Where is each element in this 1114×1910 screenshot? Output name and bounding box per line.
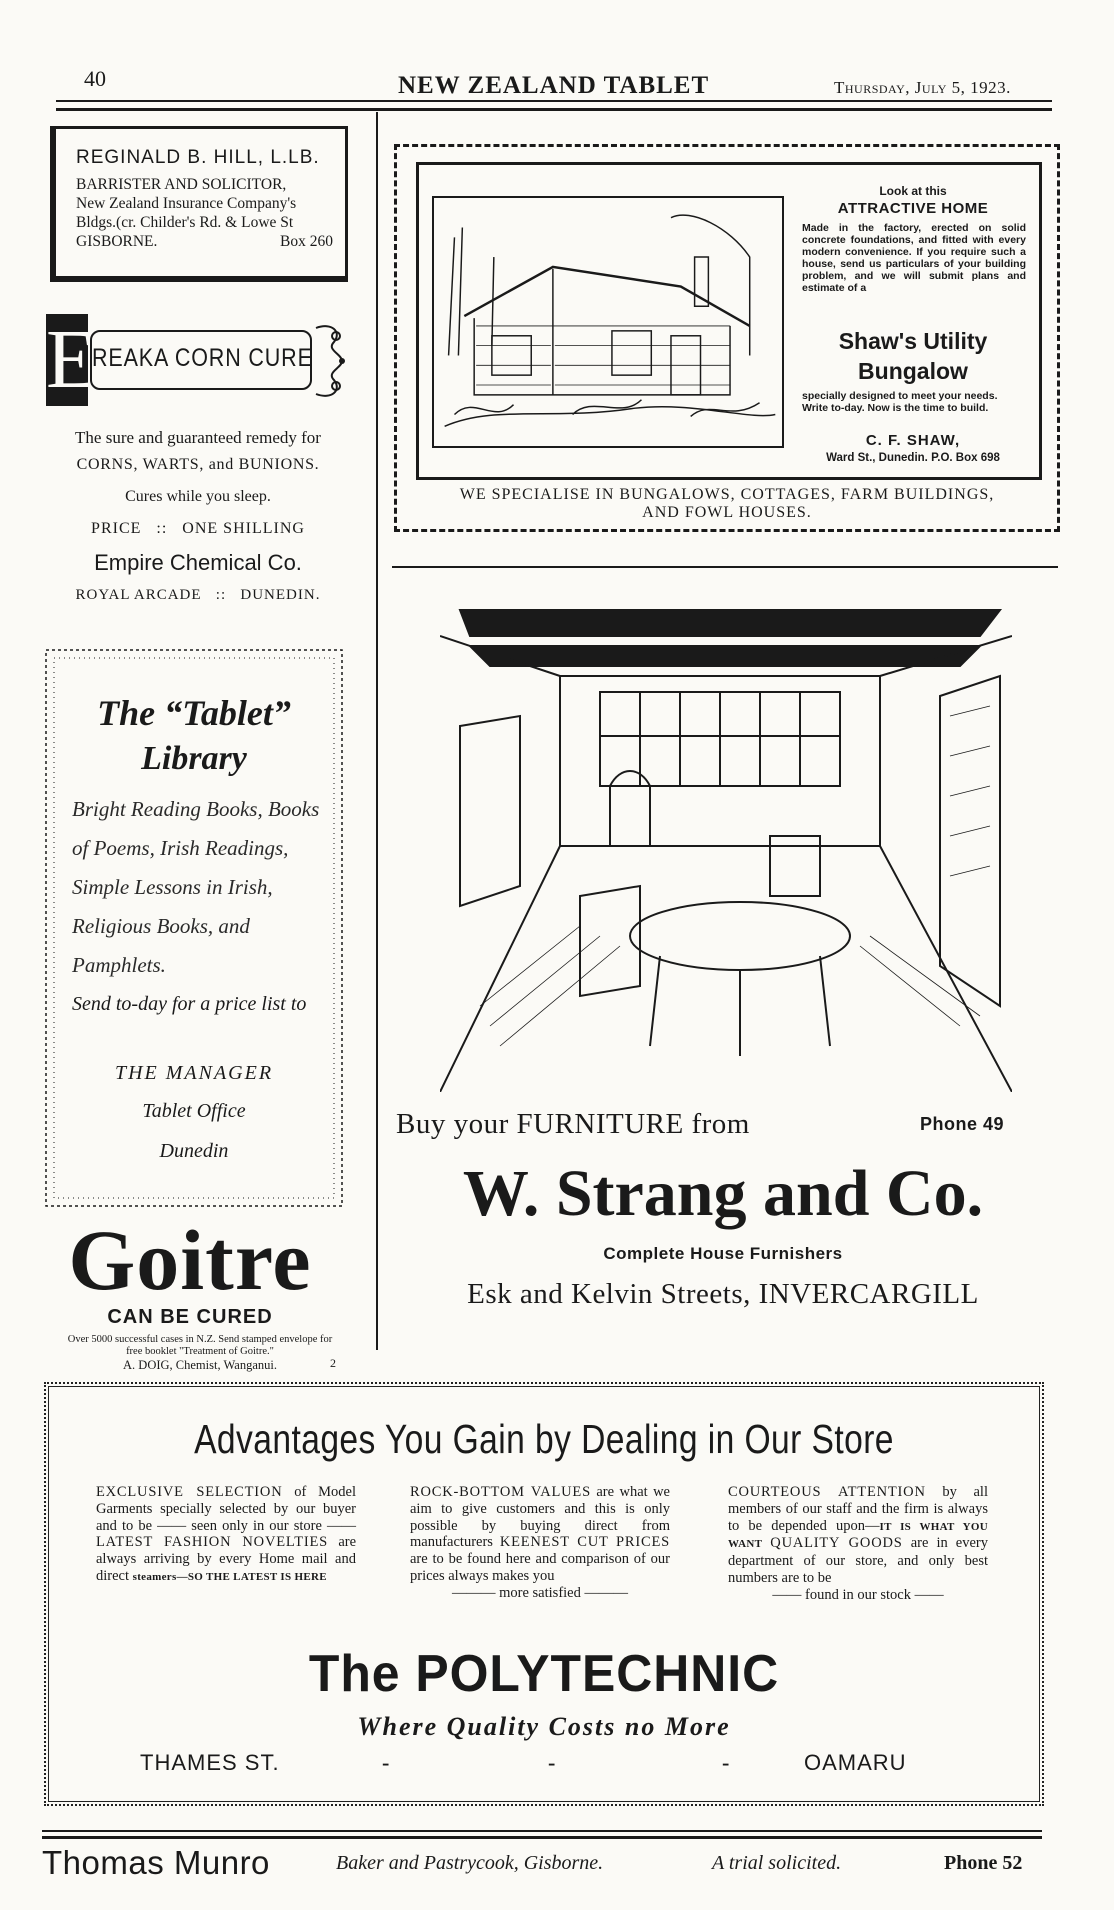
shaw-product-line2: Bungalow <box>858 358 968 384</box>
library-title-line1: The “Tablet” <box>97 693 291 733</box>
munro-name: Thomas Munro <box>42 1844 270 1881</box>
poly-c1-text3: steamers—SO THE LATEST IS HERE <box>132 1570 327 1583</box>
ereaka-address: ROYAL ARCADE :: DUNEDIN. <box>75 587 321 603</box>
polytechnic-column-2 <box>410 1484 670 1602</box>
polytechnic-dash-3: - <box>722 1750 730 1775</box>
munro-trade: Baker and Pastrycook, Gisborne. <box>336 1852 604 1874</box>
shaw-specialise-line2: AND FOWL HOUSES. <box>642 504 812 521</box>
scroll-ornament-icon <box>312 318 348 404</box>
polytechnic-headline: Advantages You Gain by Dealing in Our Store <box>194 1416 894 1462</box>
hill-line3: Bldgs.(cr. Childer's Rd. & Lowe St <box>76 214 294 231</box>
newspaper-title: NEW ZEALAND TABLET <box>398 72 710 99</box>
shaw-attractive-home: ATTRACTIVE HOME <box>837 200 989 217</box>
poly-c3-heading: COURTEOUS ATTENTION <box>728 1484 926 1500</box>
poly-c2-text: are what we aim to give customers and this is only possible by buying direct from manufacturers <box>410 1484 670 1551</box>
munro-phone: Phone 52 <box>944 1852 1023 1874</box>
shaw-bottom-rule <box>392 566 1058 568</box>
library-title-line2: Library <box>141 740 247 777</box>
poly-c1-text2: are always arriving by every Home mail and direct <box>96 1534 357 1584</box>
hill-town: GISBORNE. <box>76 233 158 250</box>
poly-c1-heading2: LATEST FASHION NOVELTIES <box>96 1534 329 1551</box>
shaw-description: Made in the factory, erected on solid concrete foundations, and fitted with every modern convenience. If you require such a house, send us particulars of your building problem, and we will submit plans and estimate of a <box>802 222 1026 294</box>
issue-date: Thursday, July 5, 1923. <box>834 78 1011 97</box>
polytechnic-slogan: Where Quality Costs no More <box>357 1712 731 1741</box>
page-number: 40 <box>84 66 106 91</box>
poly-c2-heading: ROCK-BOTTOM VALUES <box>410 1484 591 1500</box>
poly-c3-text: by all members of our staff and the firm is always to be depended upon— <box>728 1484 988 1534</box>
ereaka-company: Empire Chemical Co. <box>94 550 302 575</box>
bungalow-illustration <box>432 196 784 448</box>
hill-town-row <box>76 232 337 251</box>
shaw-specialise-line1: WE SPECIALISE IN BUNGALOWS, COTTAGES, FARM BUILDINGS, <box>459 486 995 503</box>
polytechnic-dash-1: - <box>382 1750 390 1775</box>
shaw-specially: specially designed to meet your needs. Write to-day. Now is the time to build. <box>802 390 998 414</box>
poly-c1-text: of Model Garments specially selected by our buyer and to be —— seen only in our store —— <box>96 1484 357 1534</box>
ereaka-title: REAKA CORN CURE <box>92 344 313 372</box>
ereaka-line2: CORNS, WARTS, and BUNIONS. <box>76 456 320 473</box>
shaw-look: Look at this <box>879 184 947 198</box>
hill-line1: BARRISTER AND SOLICITOR, <box>76 176 287 193</box>
header-rule <box>56 100 1052 102</box>
polytechnic-column-3 <box>728 1484 988 1604</box>
shaw-builder: C. F. SHAW, <box>865 432 961 449</box>
strang-company-name: W. Strang and Co. <box>462 1157 984 1230</box>
library-office: Tablet Office <box>142 1100 246 1122</box>
ereaka-line3: Cures while you sleep. <box>125 488 271 505</box>
library-manager: THE MANAGER <box>114 1062 274 1084</box>
polytechnic-dash-2: - <box>548 1750 556 1775</box>
poly-c3-text2: are in every department of our store, and only best numbers are to be <box>728 1535 989 1586</box>
poly-c2-text3: ——— more satisfied ——— <box>452 1584 628 1601</box>
strang-phone: Phone 49 <box>920 1114 1005 1134</box>
library-city: Dunedin <box>159 1140 229 1162</box>
footer-rule-thick <box>42 1836 1042 1839</box>
goitre-title: Goitre <box>68 1212 312 1308</box>
ereaka-initial: E <box>46 313 98 406</box>
library-description: Bright Reading Books, Books of Poems, Irish Readings, Simple Lessons in Irish, Religious Books, and Pamphlets. <box>72 797 320 977</box>
goitre-subtitle: CAN BE CURED <box>107 1306 273 1328</box>
poly-c1-heading: EXCLUSIVE SELECTION <box>96 1484 283 1500</box>
ereaka-price: PRICE :: ONE SHILLING <box>91 520 305 537</box>
poly-c2-heading2: KEENEST CUT PRICES <box>499 1534 671 1551</box>
hill-box: Box 260 <box>280 233 333 250</box>
header-rule-thick <box>56 108 1052 111</box>
hill-line2: New Zealand Insurance Company's <box>76 195 297 212</box>
munro-trial: A trial solicited. <box>712 1852 842 1874</box>
goitre-small-print: Over 5000 successful cases in N.Z. Send stamped envelope for free booklet "Treatment of Goitre." <box>67 1334 333 1357</box>
poly-c3-emph: IT IS WHAT YOU WANT <box>728 1520 988 1551</box>
poly-c3-text3: —— found in our stock —— <box>772 1586 944 1603</box>
strang-buy-line: Buy your FURNITURE from <box>396 1108 750 1140</box>
goitre-chemist: A. DOIG, Chemist, Wanganui. <box>123 1358 277 1372</box>
footer-rule <box>42 1830 1042 1832</box>
polytechnic-column-1 <box>96 1484 356 1586</box>
ad-reginald-hill <box>50 126 348 282</box>
shaw-address: Ward St., Dunedin. P.O. Box 698 <box>826 452 1000 464</box>
library-send-note: Send to-day for a price list to <box>72 993 307 1015</box>
poly-c3-heading2: QUALITY GOODS <box>770 1535 903 1552</box>
column-divider <box>376 112 378 1350</box>
shaw-product-line1: Shaw's Utility <box>838 328 988 354</box>
polytechnic-town: OAMARU <box>804 1750 907 1775</box>
hill-name: REGINALD B. HILL, L.LB. <box>76 147 320 168</box>
ereaka-line1: The sure and guaranteed remedy for <box>75 428 321 447</box>
poly-c2-text2: are to be found here and comparison of our prices always makes you <box>410 1551 670 1584</box>
strang-address: Esk and Kelvin Streets, INVERCARGILL <box>467 1278 979 1310</box>
strang-tagline: Complete House Furnishers <box>603 1244 843 1263</box>
goitre-number: 2 <box>330 1356 336 1370</box>
polytechnic-street: THAMES ST. <box>140 1750 280 1775</box>
dining-room-illustration <box>440 606 1012 1092</box>
polytechnic-name: The POLYTECHNIC <box>308 1645 780 1703</box>
